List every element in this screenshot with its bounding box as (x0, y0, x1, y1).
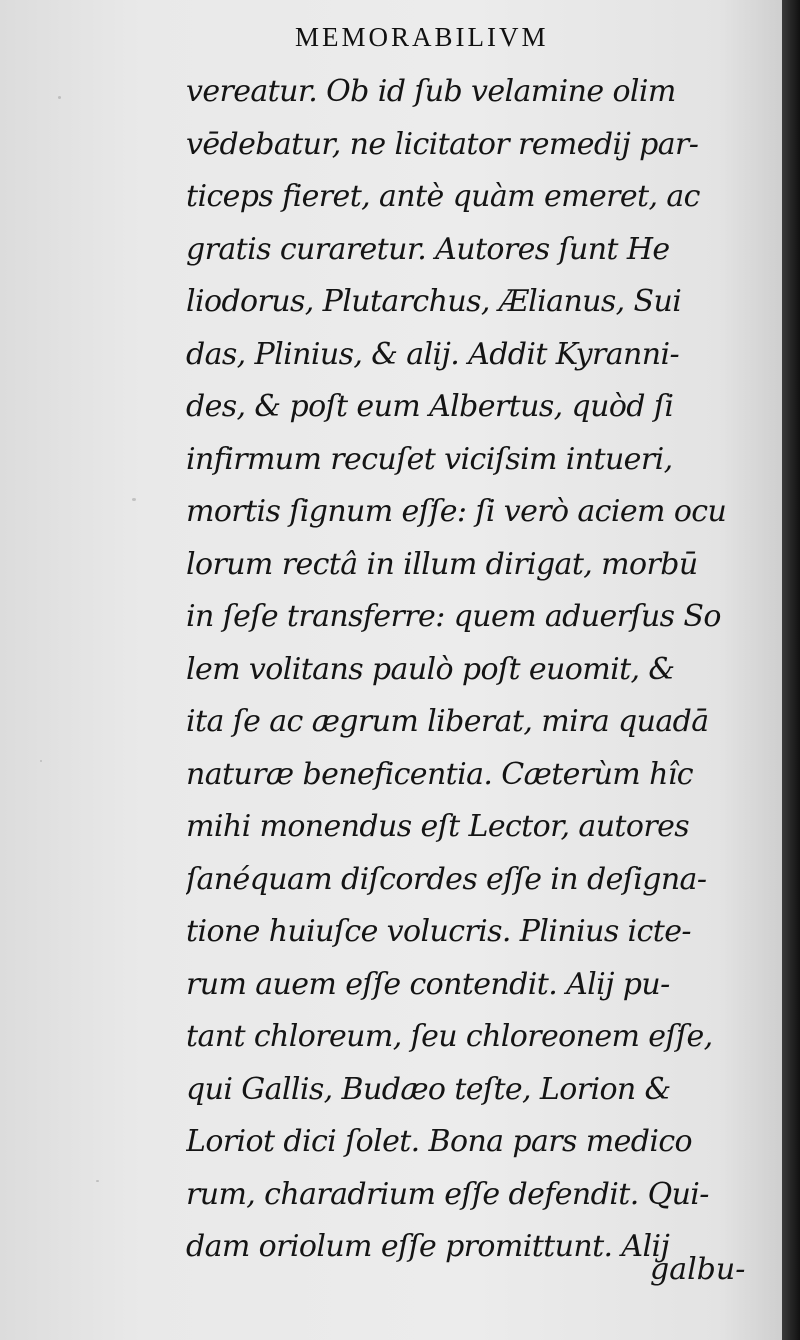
text-line: ticeps fieret, antè quàm emeret, ac (186, 179, 700, 214)
text-line: mihi monendus eſt Lector, autores (186, 809, 690, 844)
text-line: rum, charadrium eſſe defendit. Qui- (186, 1176, 709, 1212)
running-head: MEMORABILIVM (295, 22, 549, 52)
text-line: das, Plinius, & alij. Addit Kyranni- (186, 336, 680, 372)
text-line: lem volitans paulò poſt euomit, & (186, 651, 675, 687)
text-line: gratis curaretur. Autores ſunt He (186, 231, 670, 267)
text-line: vēdebatur, ne licitator remedij par- (186, 126, 699, 162)
text-line: Loriot dici ſolet. Bona pars medico (186, 1124, 693, 1159)
text-line: vereatur. Ob id ſub velamine olim (186, 74, 676, 109)
paper-speck (40, 760, 42, 762)
text-line: ſanéquam diſcordes eſſe in deſigna- (186, 861, 707, 897)
text-line: des, & poſt eum Albertus, quòd ſi (186, 389, 674, 424)
text-line: tione huiuſce volucris. Plinius icte- (186, 914, 691, 949)
text-line: qui Gallis, Budæo teſte, Lorion & (186, 1071, 671, 1107)
paper-speck (58, 96, 61, 99)
text-line: liodorus, Plutarchus, Ælianus, Sui (186, 284, 682, 319)
page-gutter-shadow (782, 0, 800, 1340)
text-line: tant chloreum, ſeu chloreonem eſſe, (186, 1019, 713, 1054)
body-text (186, 66, 766, 1274)
text-line: infirmum recuſet viciſsim intueri, (186, 441, 673, 477)
text-line: dam oriolum eſſe promittunt. Alij (186, 1229, 670, 1264)
catchword: galbu- (650, 1252, 746, 1287)
text-line: rum auem eſſe contendit. Alij pu- (186, 966, 670, 1002)
text-line: ita ſe ac ægrum liberat, mira quadā (186, 704, 709, 739)
paper-speck (96, 1180, 99, 1182)
text-line: naturæ beneficentia. Cæterùm hîc (186, 756, 694, 792)
paper-speck (132, 498, 136, 501)
text-line: in ſeſe transferre: quem aduerſus So (186, 599, 721, 634)
text-line: mortis ſignum eſſe: ſi verò aciem ocu (186, 494, 727, 529)
text-line: lorum rectâ in illum dirigat, morbū (186, 546, 698, 582)
